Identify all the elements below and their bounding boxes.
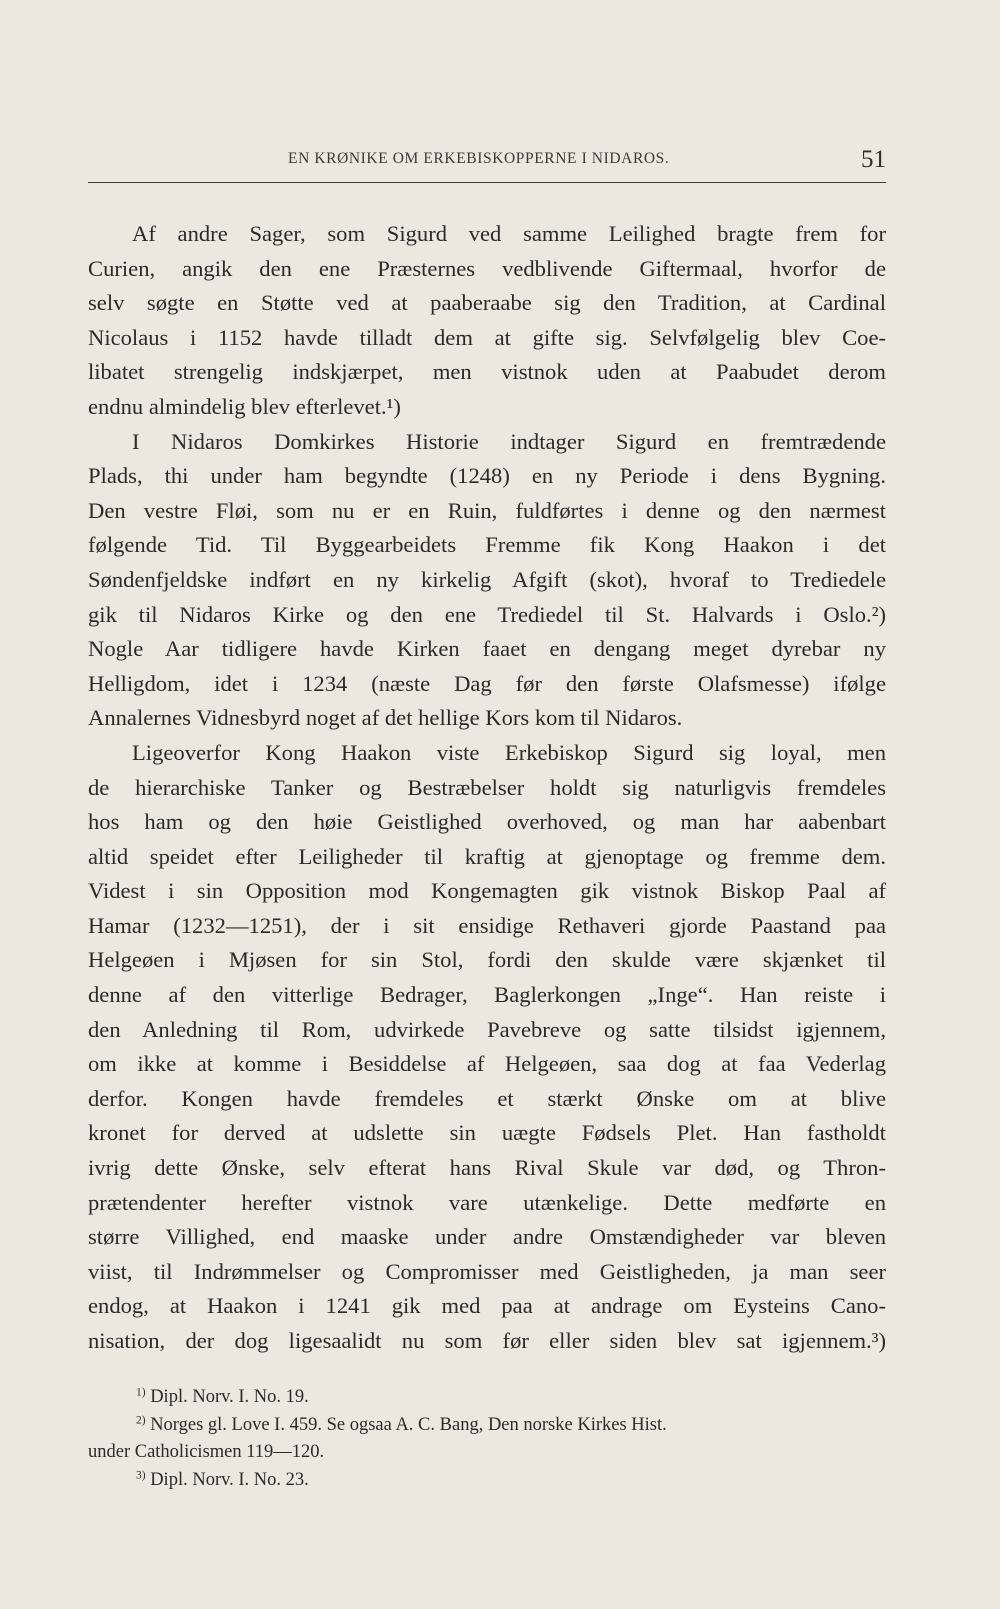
running-title: EN KRØNIKE OM ERKEBISKOPPERNE I NIDAROS. [288, 150, 670, 167]
text-line: endog, at Haakon i 1241 gik med paa at andrage om Eysteins Cano- [88, 1293, 886, 1319]
footnote-text: under Catholicismen 119—120. [88, 1442, 325, 1462]
page-header [88, 146, 886, 183]
text-line: Annalernes Vidnesbyrd noget af det hellige Kors kom til Nidaros. [88, 705, 683, 731]
text-line: Plads, thi under ham begyndte (1248) en ny Periode i dens Bygning. [88, 463, 886, 489]
text-line: endnu almindelig blev efterlevet.¹) [88, 393, 401, 419]
body-text [88, 217, 886, 1359]
text-line: om ikke at komme i Besiddelse af Helgeøen, saa dog at faa Vederlag [88, 1051, 886, 1077]
text-line: altid speidet efter Leiligheder til kraftig at gjenoptage og fremme dem. [88, 843, 886, 869]
footnotes [88, 1384, 886, 1494]
footnote-text: Norges gl. Love I. 459. Se ogsaa A. C. Bang, Den norske Kirkes Hist. [150, 1414, 667, 1435]
text-line: I Nidaros Domkirkes Historie indtager Sigurd en fremtrædende [132, 428, 886, 454]
footnote [88, 1384, 886, 1412]
text-line: gik til Nidaros Kirke og den ene Trediedel til St. Halvards i Oslo.²) [88, 601, 886, 627]
footnote [88, 1467, 886, 1495]
footnote-text: Dipl. Norv. I. No. 23. [150, 1469, 309, 1490]
text-line: Videst i sin Opposition mod Kongemagten gik vistnok Biskop Paal af [88, 878, 886, 904]
text-line: Ligeoverfor Kong Haakon viste Erkebiskop Sigurd sig loyal, men [132, 739, 886, 765]
text-line: følgende Tid. Til Byggearbeidets Fremme fik Kong Haakon i det [88, 532, 886, 558]
text-line: libatet strengelig indskjærpet, men vistnok uden at Paabudet derom [88, 359, 886, 385]
text-line: Nicolaus i 1152 havde tilladt dem at gifte sig. Selvfølgelig blev Coe- [88, 324, 886, 350]
text-line: viist, til Indrømmelser og Compromisser med Geistligheden, ja man seer [88, 1258, 886, 1284]
text-line: nisation, der dog ligesaalidt nu som før eller siden blev sat igjennem.³) [88, 1328, 886, 1353]
footnote-marker: 1) [136, 1386, 146, 1399]
text-line: Af andre Sager, som Sigurd ved samme Leilighed bragte frem for [132, 221, 886, 246]
text-line: denne af den vitterlige Bedrager, Baglerkongen „Inge“. Han reiste i [88, 982, 886, 1008]
text-line: selv søgte en Støtte ved at paaberaabe sig den Tradition, at Cardinal [88, 290, 886, 316]
footnote [88, 1439, 886, 1467]
text-line: Nogle Aar tidligere havde Kirken faaet en dengang meget dyrebar ny [88, 636, 886, 662]
footnote-marker: 2) [136, 1414, 146, 1427]
text-line: Helligdom, idet i 1234 (næste Dag før den første Olafsmesse) ifølge [88, 670, 886, 696]
footnote-marker: 3) [136, 1469, 146, 1482]
footnote-text: Dipl. Norv. I. No. 19. [150, 1387, 309, 1407]
text-line: den Anledning til Rom, udvirkede Pavebreve og satte tilsidst igjennem, [88, 1016, 886, 1042]
text-line: hos ham og den høie Geistlighed overhoved, og man har aabenbart [88, 809, 886, 835]
footnote [88, 1412, 886, 1440]
text-line: ivrig dette Ønske, selv efterat hans Rival Skule var død, og Thron- [88, 1155, 886, 1181]
text-line: Hamar (1232—1251), der i sit ensidige Rethaveri gjorde Paastand paa [88, 912, 886, 938]
text-line: Helgeøen i Mjøsen for sin Stol, fordi den skulde være skjænket til [88, 947, 886, 973]
text-line: de hierarchiske Tanker og Bestræbelser holdt sig naturligvis fremdeles [88, 774, 886, 800]
page-number: 51 [861, 146, 886, 173]
text-line: kronet for derved at udslette sin uægte Fødsels Plet. Han fastholdt [88, 1120, 886, 1146]
text-line: prætendenter herefter vistnok vare utænkelige. Dette medførte en [88, 1189, 886, 1215]
text-line: større Villighed, end maaske under andre Omstændigheder var bleven [88, 1224, 886, 1250]
text-line: Den vestre Fløi, som nu er en Ruin, fuldførtes i denne og den nærmest [88, 497, 886, 523]
text-line: Curien, angik den ene Præsternes vedblivende Giftermaal, hvorfor de [88, 255, 886, 281]
text-line: derfor. Kongen havde fremdeles et stærkt Ønske om at blive [88, 1085, 886, 1111]
text-line: Søndenfjeldske indført en ny kirkelig Afgift (skot), hvoraf to Trediedele [88, 566, 886, 592]
